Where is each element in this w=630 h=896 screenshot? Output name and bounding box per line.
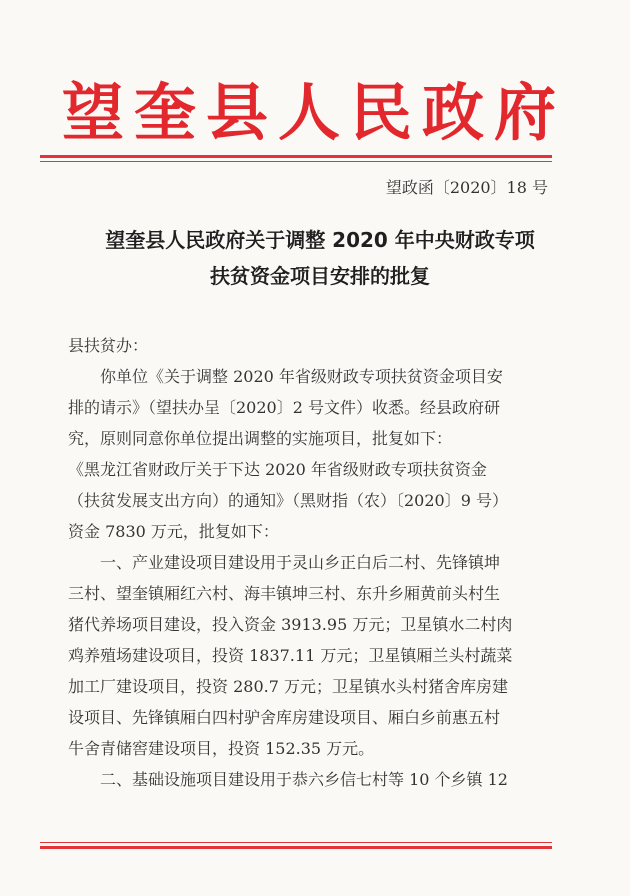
body-line: 三村、望奎镇厢红六村、海丰镇坤三村、东升乡厢黄前头村生 [68, 584, 501, 603]
body-line: （扶贫发展支出方向）的通知》（黑财指（农）〔2020〕9 号） [68, 491, 508, 510]
body-line: 一、产业建设项目建设用于灵山乡正白后二村、先锋镇坤 [68, 553, 501, 572]
document-title-line-2: 扶贫资金项目安排的批复 [210, 264, 430, 288]
red-rule-bottom-thin [40, 842, 552, 843]
body-line: 资金 7830 万元，批复如下： [68, 522, 279, 541]
body-line: 排的请示》（望扶办呈〔2020〕2 号文件）收悉。经县政府研 [68, 398, 500, 417]
body-line: 县扶贫办： [68, 336, 149, 355]
body-line: 猪代养场项目建设，投入资金 3913.95 万元；卫星镇水二村肉 [68, 615, 513, 634]
body-line: 究，原则同意你单位提出调整的实施项目，批复如下： [68, 429, 453, 448]
document-title-line-1: 望奎县人民政府关于调整 2020 年中央财政专项 [105, 228, 535, 252]
body-line: 你单位《关于调整 2020 年省级财政专项扶贫资金项目安 [68, 367, 503, 386]
red-rule-bottom-thick [40, 846, 552, 849]
document-body [68, 330, 554, 795]
red-rule-top-thin [40, 161, 552, 162]
body-line: 《黑龙江省财政厅关于下达 2020 年省级财政专项扶贫资金 [68, 460, 487, 479]
document-title [60, 222, 580, 294]
red-rule-top-thick [40, 155, 552, 158]
body-line: 加工厂建设项目，投资 280.7 万元；卫星镇水头村猪舍库房建 [68, 677, 508, 696]
body-line: 牛舍青储窖建设项目，投资 152.35 万元。 [68, 739, 375, 758]
document-number: 望政函〔2020〕18 号 [385, 178, 548, 197]
body-line: 二、基础设施项目建设用于恭六乡信七村等 10 个乡镇 12 [68, 770, 508, 789]
masthead-title: 望奎县人民政府 [62, 76, 567, 149]
body-line: 鸡养殖场建设项目，投资 1837.11 万元；卫星镇厢兰头村蔬菜 [68, 646, 513, 665]
body-line: 设项目、先锋镇厢白四村驴舍库房建设项目、厢白乡前惠五村 [68, 708, 501, 727]
